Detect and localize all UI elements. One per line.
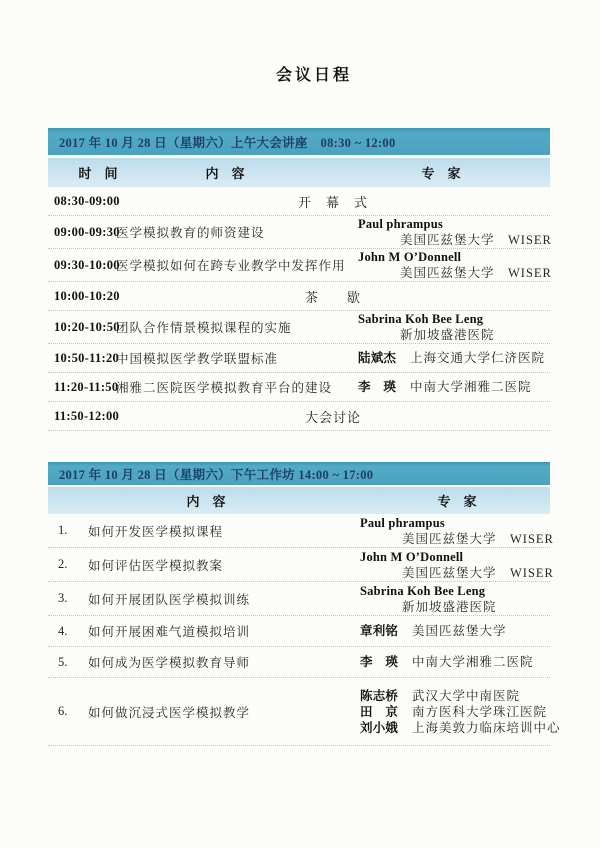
expert-name: 刘小娥 (360, 720, 399, 735)
expert-entry (358, 216, 550, 248)
agenda-row (48, 402, 550, 431)
column-label-content: 内 容 (186, 494, 226, 509)
column-label-time: 时 间 (78, 166, 118, 181)
expert-entry (360, 688, 550, 704)
page-title: 会议日程 (275, 67, 352, 84)
morning-session-header (48, 128, 550, 155)
time-cell: 10:00-10:20 (54, 288, 120, 303)
expert-name: 陆斌杰 (358, 351, 397, 365)
time-cell: 10:20-10:50 (54, 319, 120, 334)
time-cell: 11:20-11:50 (54, 379, 119, 394)
time-cell: 08:30-09:00 (54, 193, 120, 208)
morning-session-table (48, 128, 550, 431)
expert-cell (358, 249, 550, 281)
item-number: 3. (58, 591, 68, 605)
item-number: 2. (58, 557, 68, 571)
column-label-expert: 专 家 (421, 166, 461, 181)
column-label-expert: 专 家 (437, 494, 477, 509)
item-number: 5. (58, 654, 68, 669)
content-cell: 如何开展困难气道模拟培训 (88, 625, 251, 639)
afternoon-session-header-label: 2017 年 10 月 28 日（星期六）下午工作坊 14:00 ~ 17:00 (59, 467, 374, 482)
expert-affiliation: 武汉大学中南医院 (412, 688, 521, 703)
content-cell: 医学模拟如何在跨专业教学中发挥作用 (116, 259, 346, 273)
expert-name: 章利铭 (360, 624, 399, 638)
morning-rows (48, 187, 550, 431)
item-number: 1. (58, 523, 68, 537)
expert-name: 李 瑛 (360, 655, 399, 669)
content-cell: 湘雅二医院医学模拟教育平台的建设 (116, 381, 333, 395)
expert-cell (360, 688, 561, 736)
content-cell: 如何做沉浸式医学模拟教学 (88, 705, 251, 720)
agenda-row (48, 282, 550, 311)
time-cell: 09:00-09:30 (54, 224, 120, 239)
afternoon-session-header (48, 462, 550, 485)
agenda-row (48, 548, 554, 582)
content-cell: 如何评估医学模拟教案 (88, 558, 224, 573)
time-cell: 11:50-12:00 (54, 408, 120, 423)
expert-entry (360, 583, 550, 615)
expert-cell (360, 623, 550, 639)
expert-entry (360, 654, 550, 670)
time-cell: 09:30-10:00 (54, 257, 120, 272)
agenda-row (48, 344, 550, 373)
expert-cell (360, 549, 554, 581)
agenda-row (48, 514, 554, 548)
expert-entry (360, 704, 550, 720)
expert-name: Sabrina Koh Bee Leng (358, 312, 484, 326)
expert-cell (360, 583, 550, 615)
expert-name: Sabrina Koh Bee Leng (360, 583, 486, 598)
agenda-row (48, 678, 561, 746)
expert-entry (360, 623, 550, 639)
expert-name: John M O’Donnell (358, 250, 462, 264)
expert-cell (358, 216, 550, 248)
expert-affiliation: 美国匹兹堡大学 WISER (402, 531, 554, 546)
centered-content-cell: 茶 歇 (304, 289, 361, 305)
expert-entry (360, 515, 554, 547)
expert-affiliation: 中南大学湘雅二医院 (410, 380, 532, 394)
centered-content-cell: 开 幕 式 (297, 194, 368, 210)
agenda-row (48, 187, 550, 216)
content-cell: 团队合作情景模拟课程的实施 (116, 321, 292, 335)
expert-affiliation: 中南大学湘雅二医院 (412, 655, 534, 669)
expert-affiliation: 新加坡盛港医院 (400, 328, 495, 342)
expert-entry (358, 350, 550, 366)
expert-affiliation: 上海美敦力临床培训中心 (412, 720, 561, 735)
centered-content-cell: 大会讨论 (304, 409, 361, 425)
expert-affiliation: 美国匹兹堡大学 (412, 624, 507, 638)
afternoon-rows (48, 514, 561, 746)
agenda-row (48, 647, 550, 678)
item-number: 4. (58, 623, 68, 638)
expert-affiliation: 上海交通大学仁济医院 (410, 351, 546, 365)
morning-columns-header (48, 158, 550, 187)
expert-name: Paul phrampus (358, 217, 443, 231)
expert-cell (360, 515, 554, 547)
expert-cell (358, 311, 550, 343)
expert-cell (360, 654, 550, 670)
expert-entry (360, 720, 561, 736)
afternoon-session-table (48, 462, 561, 746)
expert-affiliation: 美国匹兹堡大学 WISER (400, 233, 552, 247)
content-cell: 医学模拟教育的师资建设 (116, 226, 265, 240)
morning-session-header-label: 2017 年 10 月 28 日（星期六）上午大会讲座 08:30 ~ 12:00 (59, 135, 396, 150)
content-cell: 如何成为医学模拟教育导师 (88, 656, 251, 670)
expert-entry (358, 249, 550, 281)
expert-entry (358, 311, 550, 343)
expert-name: 李 瑛 (358, 380, 397, 394)
agenda-row (48, 616, 550, 647)
expert-name: 陈志桥 (360, 688, 399, 703)
expert-name: Paul phrampus (360, 515, 445, 530)
content-cell: 中国模拟医学教学联盟标准 (116, 352, 279, 366)
column-label-content: 内 容 (205, 166, 245, 181)
expert-name: John M O’Donnell (360, 549, 464, 564)
expert-affiliation: 南方医科大学珠江医院 (412, 704, 548, 719)
expert-affiliation: 美国匹兹堡大学 WISER (400, 266, 552, 280)
content-cell: 如何开发医学模拟课程 (88, 524, 224, 539)
afternoon-columns-header (48, 487, 550, 514)
expert-entry (358, 379, 550, 395)
agenda-row (48, 249, 550, 282)
expert-name: 田 京 (360, 704, 399, 719)
agenda-row (48, 373, 550, 402)
time-cell: 10:50-11:20 (54, 350, 120, 365)
expert-entry (360, 549, 554, 581)
expert-cell (358, 379, 550, 395)
agenda-row (48, 216, 550, 249)
agenda-row (48, 311, 550, 344)
item-number: 6. (58, 704, 68, 718)
expert-affiliation: 美国匹兹堡大学 WISER (402, 565, 554, 580)
agenda-row (48, 582, 550, 616)
expert-cell (358, 350, 550, 366)
expert-affiliation: 新加坡盛港医院 (402, 599, 497, 614)
content-cell: 如何开展团队医学模拟训练 (88, 592, 251, 607)
